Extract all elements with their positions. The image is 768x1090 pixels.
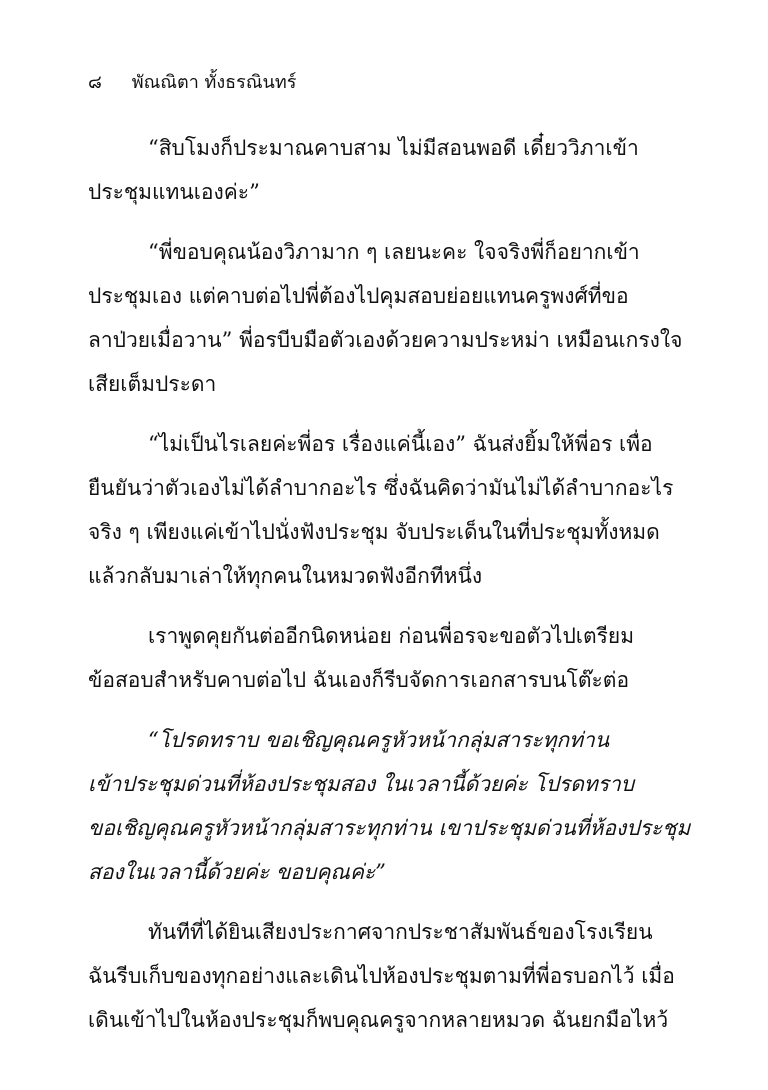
paragraph-line: ประชุมเอง แต่คาบต่อไปพี่ต้องไปคุมสอบย่อยแทนครูพงศ์ที่ขอ (88, 284, 629, 308)
paragraph (88, 614, 692, 702)
paragraph-line: เดินเข้าไปในห้องประชุมก็พบคุณครูจากหลายหมวด ฉันยกมือไหว้ (88, 1008, 669, 1032)
paragraph-line: เสียเต็มประดา (88, 372, 217, 396)
paragraph-line: แล้วกลับมาเล่าให้ทุกคนในหมวดฟังอีกทีหนึ่ง (88, 564, 483, 588)
paragraph (88, 422, 692, 598)
paragraph-line: “ไม่เป็นไรเลยค่ะพี่อร เรื่องแค่นี้เอง” ฉันส่งยิ้มให้พี่อร เพื่อ (148, 432, 653, 456)
paragraph-line: “พี่ขอบคุณน้องวิภามาก ๆ เลยนะคะ ใจจริงพี่ก็อยากเข้า (148, 240, 640, 264)
paragraph-line: ขอเชิญคุณครูหัวหน้ากลุ่มสาระทุกท่าน เขาประชุมด่วนที่ห้องประชุม (88, 816, 691, 840)
page-number: ๘ (88, 72, 102, 93)
author-name: พัณณิตา ทั้งธรณินทร์ (131, 72, 297, 93)
paragraph-line: ฉันรีบเก็บของทุกอย่างและเดินไปห้องประชุมตามที่พี่อรบอกไว้ เมื่อ (88, 964, 675, 988)
paragraph-line: “โปรดทราบ ขอเชิญคุณครูหัวหน้ากลุ่มสาระทุกท่าน (148, 728, 610, 752)
paragraph-line: สองในเวลานี้ด้วยค่ะ ขอบคุณค่ะ” (88, 860, 386, 884)
paragraph (88, 910, 692, 1042)
paragraph (88, 126, 692, 214)
paragraph-line: ทันทีที่ได้ยินเสียงประกาศจากประชาสัมพันธ์ของโรงเรียน (148, 920, 653, 944)
paragraph (88, 230, 692, 406)
paragraph (88, 718, 692, 894)
paragraph-line: ยืนยันว่าตัวเองไม่ได้ลำบากอะไร ซึ่งฉันคิดว่ามันไม่ได้ลำบากอะไร (88, 476, 674, 500)
page-header (88, 70, 296, 96)
paragraph-line: ประชุมแทนเองค่ะ” (88, 180, 260, 204)
paragraph-line: “สิบโมงก็ประมาณคาบสาม ไม่มีสอนพอดี เดี๋ยววิภาเข้า (148, 136, 639, 160)
paragraph-line: จริง ๆ เพียงแค่เข้าไปนั่งฟังประชุม จับประเด็นในที่ประชุมทั้งหมด (88, 520, 660, 544)
paragraph-line: ข้อสอบสำหรับคาบต่อไป ฉันเองก็รีบจัดการเอกสารบนโต๊ะต่อ (88, 668, 630, 692)
body-text (88, 126, 692, 1058)
paragraph-line: เราพูดคุยกันต่ออีกนิดหน่อย ก่อนพี่อรจะขอตัวไปเตรียม (148, 624, 635, 648)
paragraph-line: ลาป่วยเมื่อวาน” พี่อรบีบมือตัวเองด้วยความประหม่า เหมือนเกรงใจ (88, 328, 683, 352)
paragraph-line: เข้าประชุมด่วนที่ห้องประชุมสอง ในเวลานี้ด้วยค่ะ โปรดทราบ (88, 772, 635, 796)
